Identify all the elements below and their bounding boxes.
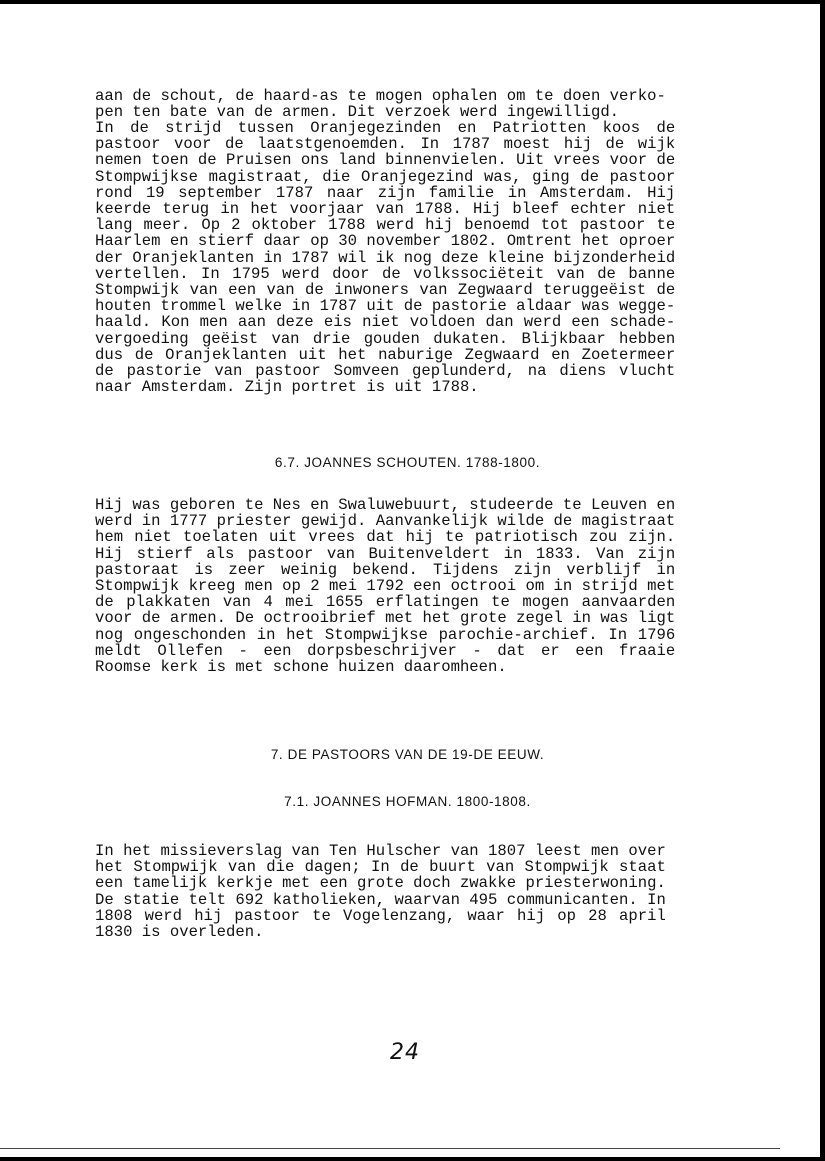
scan-edge-top <box>0 0 825 4</box>
section-heading-7: 7. DE PASTOORS VAN DE 19-DE EEUW. <box>270 747 545 762</box>
text-line: Hij stierf als pastoor van Buitenveldert in 1833. Van zijn <box>95 545 676 562</box>
text-line: der Oranjeklanten in 1787 wil ik nog deze kleine bijzonderheid <box>95 249 676 266</box>
text-line: naar Amsterdam. Zijn portret is uit 1788. <box>95 379 479 396</box>
text-line: De statie telt 692 katholieken, waarvan 495 communicanten. In <box>95 891 666 908</box>
section-heading-7-1: 7.1. JOANNES HOFMAN. 1800-1808. <box>284 794 531 809</box>
scan-edge-bottom-line <box>0 1148 780 1149</box>
text-line: Stompwijkse magistraat, die Oranjegezind was, ging de pastoor <box>95 168 676 185</box>
text-line: rond 19 september 1787 naar zijn familie in Amsterdam. Hij <box>95 184 676 202</box>
text-line: dus de Oranjeklanten uit het naburige Zegwaard en Zoetermeer <box>95 346 676 364</box>
text-line: hem niet toelaten uit vrees dat hij te patriotisch zou zijn. <box>95 529 676 546</box>
scan-edge-bottom <box>0 1157 825 1161</box>
scan-edge-right <box>820 0 825 1161</box>
paragraph-3 <box>95 497 675 675</box>
text-line: een tamelijk kerkje met een grote doch zwakke priesterwoning. <box>95 875 666 892</box>
text-line: nemen toen de Pruisen ons land binnenvielen. Uit vrees voor de <box>95 152 676 169</box>
text-line: pen ten bate van de armen. Dit verzoek werd ingewilligd. <box>95 104 620 121</box>
text-line: Stompwijk van een van de inwoners van Zegwaard teruggeëist de <box>95 282 676 299</box>
section-heading-6-7: 6.7. JOANNES SCHOUTEN. 1788-1800. <box>274 455 541 470</box>
text-line: Stompwijk kreeg men op 2 mei 1792 een octrooi om in strijd met <box>95 578 676 595</box>
text-line: werd in 1777 priester gewijd. Aanvankelijk wilde de magistraat <box>95 513 676 530</box>
text-line: Haarlem en stierf daar op 30 november 1802. Omtrent het oproer <box>95 233 676 250</box>
text-line: voor de armen. De octrooibrief met het grote zegel in was ligt <box>95 610 676 627</box>
text-line: de plakkaten van 4 mei 1655 erflatingen te mogen aanvaarden <box>95 594 676 611</box>
paragraph-1 <box>95 88 666 120</box>
page-number: 24 <box>390 1040 420 1065</box>
text-line: pastoraat is zeer weinig bekend. Tijdens zijn verblijf in <box>95 561 676 579</box>
text-line: nog ongeschonden in het Stompwijkse parochie-archief. In 1796 <box>95 626 676 643</box>
text-line: 1830 is overleden. <box>95 924 264 941</box>
text-line: vergoeding geëist van drie gouden dukaten. Blijkbaar hebben <box>95 330 676 347</box>
text-line: Roomse kerk is met schone huizen daaromheen. <box>95 659 507 676</box>
text-line: de pastorie van pastoor Somveen geplunderd, na diens vlucht <box>95 363 676 380</box>
text-line: keerde terug in het voorjaar van 1788. Hij bleef echter niet <box>95 201 676 218</box>
text-line: pastoor voor de laatstgenoemden. In 1787 moest hij de wijk <box>95 136 676 153</box>
text-line: meldt Ollefen - een dorpsbeschrijver - dat er een fraaie <box>95 642 676 660</box>
text-line: 1808 werd hij pastoor te Vogelenzang, waar hij op 28 april <box>95 907 666 925</box>
text-line: aan de schout, de haard-as te mogen ophalen om te doen verko- <box>95 88 666 105</box>
text-line: vertellen. In 1795 werd door de volkssociëteit van de banne <box>95 265 676 283</box>
text-line: Hij was geboren te Nes en Swaluwebuurt, studeerde te Leuven en <box>95 497 676 514</box>
paragraph-4 <box>95 843 666 940</box>
text-line: het Stompwijk van die dagen; In de buurt van Stompwijk staat <box>95 859 666 876</box>
paragraph-2 <box>95 120 675 395</box>
text-line: In de strijd tussen Oranjegezinden en Patriotten koos de <box>95 120 676 137</box>
text-line: haald. Kon men aan deze eis niet voldoen dan werd een schade- <box>95 314 676 331</box>
text-line: houten trommel welke in 1787 uit de pastorie aldaar was wegge- <box>95 298 676 315</box>
text-line: lang meer. Op 2 oktober 1788 werd hij benoemd tot pastoor te <box>95 217 676 234</box>
text-line: In het missieverslag van Ten Hulscher van 1807 leest men over <box>95 843 666 860</box>
